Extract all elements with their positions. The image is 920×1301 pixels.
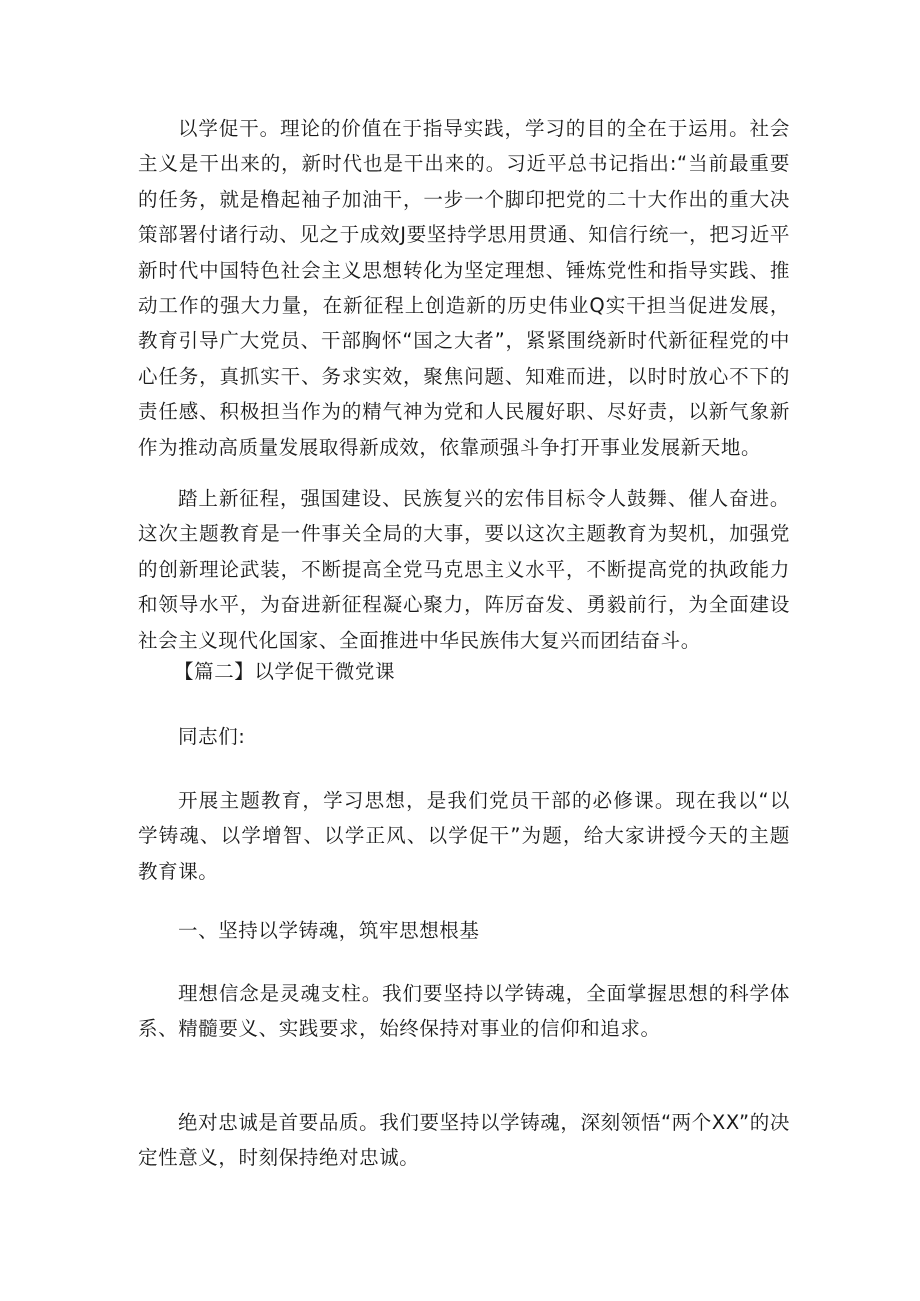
paragraph-learn-to-act: 以学促干。理论的价值在于指导实践，学习的目的全在于运用。社会主义是干出来的，新时代也是干出来的。习近平总书记指出:“当前最重要的任务，就是橹起袖子加油干，一步一个脚印把党的二十大作出的重大决策部署付诸行动、见之于成效J要坚持学思用贯通、知信行统一，把习近平新时代中国特色社会主义思想转化为坚定理想、锤炼党性和指导实践、推动工作的强大力量，在新征程上创造新的历史伟业Q实干担当促进发展，教育引导广大党员、干部胸怀“国之大者”，紧紧围绕新时代新征程党的中心任务，真抓实干、务求实效，聚焦问题、知难而进，以时时放心不下的责任感、积极担当作为的精气神为党和人民履好职、尽好责，以新气象新作为推动高质量发展取得新成效，依靠顽强斗争打开事业发展新天地。 bbox=[138, 117, 790, 459]
paragraph-new-journey: 踏上新征程，强国建设、民族复兴的宏伟目标令人鼓舞、催人奋进。这次主题教育是一件事关全局的大事，要以这次主题教育为契机，加强党的创新理论武装，不断提高全党马克思主义水平，不断提高党的执政能力和领导水平，为奋进新征程凝心聚力，阵厉奋发、勇毅前行，为全面建设社会主义现代化国家、全面推进中华民族伟大复兴而团结奋斗。 bbox=[138, 487, 790, 652]
paragraph-intro: 开展主题教育，学习思想，是我们党员干部的必修课。现在我以“以学铸魂、以学增智、以学正风、以学促干”为题，给大家讲授今天的主题教育课。 bbox=[138, 789, 790, 883]
paragraph-loyalty: 绝对忠诚是首要品质。我们要坚持以学铸魂，深刻领悟“两个XX”的决定性意义，时刻保持绝对忠诚。 bbox=[138, 1111, 790, 1170]
heading-section-one: 一、坚持以学铸魂，筑牢思想根基 bbox=[178, 919, 480, 942]
section-title: 【篇二】以学促干微党课 bbox=[174, 660, 396, 683]
paragraph-ideals: 理想信念是灵魂支柱。我们要坚持以学铸魂，全面掌握思想的科学体系、精髓要义、实践要求，始终保持对事业的信仰和追求。 bbox=[138, 982, 790, 1041]
greeting: 同志们: bbox=[178, 725, 246, 748]
